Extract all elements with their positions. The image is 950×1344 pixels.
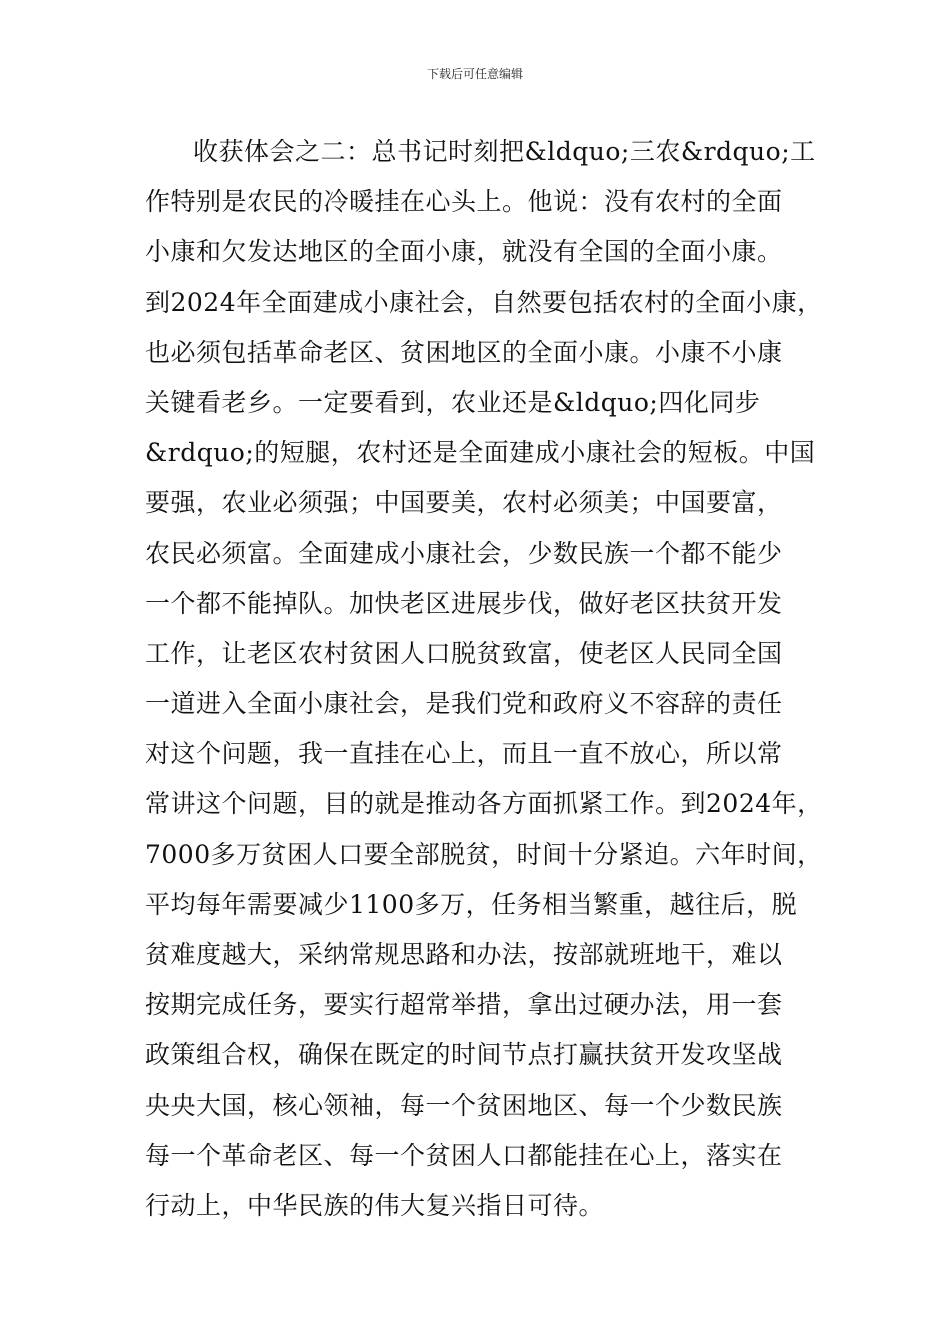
page-header: 下载后可任意编辑	[426, 67, 523, 81]
text-line: 贫难度越大，采纳常规思路和办法，按部就班地干，难以	[145, 940, 783, 969]
text-line: 对这个问题，我一直挂在心上，而且一直不放心，所以常	[145, 739, 783, 769]
document-body	[145, 127, 825, 1231]
text-line: &rdquo;的短腿，农村还是全面建成小康社会的短板。中国	[145, 438, 816, 468]
text-line: 要强，农业必须强；中国要美，农村必须美；中国要富，	[145, 488, 783, 518]
text-line: 工作，让老区农村贫困人口脱贫致富，使老区人民同全国	[145, 638, 783, 668]
text-line: 7000多万贫困人口要全部脱贫，时间十分紧迫。六年时间，	[145, 839, 823, 869]
text-line: 一道进入全面小康社会，是我们党和政府义不容辞的责任	[145, 689, 783, 719]
text-line: 每一个革命老区、每一个贫困人口都能挂在心上，落实在	[145, 1140, 783, 1170]
text-line: 常讲这个问题，目的就是推动各方面抓紧工作。到2024年，	[145, 789, 823, 819]
text-line: 央央大国，核心领袖，每一个贫困地区、每一个少数民族	[145, 1090, 783, 1120]
text-line: 作特别是农民的冷暖挂在心头上。他说：没有农村的全面	[145, 187, 783, 217]
text-line: 小康和欠发达地区的全面小康，就没有全国的全面小康。	[145, 237, 783, 267]
text-line: 政策组合权，确保在既定的时间节点打赢扶贫开发攻坚战	[145, 1040, 783, 1070]
text-line: 平均每年需要减少1100多万，任务相当繁重，越往后，脱	[145, 889, 798, 919]
text-line: 行动上，中华民族的伟大复兴指日可待。	[145, 1190, 605, 1220]
text-line: 到2024年全面建成小康社会，自然要包括农村的全面小康，	[145, 287, 823, 317]
text-line: 收获体会之二：总书记时刻把&ldquo;三农&rdquo;工	[193, 137, 816, 166]
text-line: 关键看老乡。一定要看到，农业还是&ldquo;四化同步	[145, 387, 761, 417]
text-line: 按期完成任务，要实行超常举措，拿出过硬办法，用一套	[145, 990, 783, 1020]
text-line: 农民必须富。全面建成小康社会，少数民族一个都不能少	[145, 538, 783, 568]
text-line: 也必须包括革命老区、贫困地区的全面小康。小康不小康	[145, 337, 783, 367]
text-line: 一个都不能掉队。加快老区进展步伐，做好老区扶贫开发	[145, 588, 783, 618]
